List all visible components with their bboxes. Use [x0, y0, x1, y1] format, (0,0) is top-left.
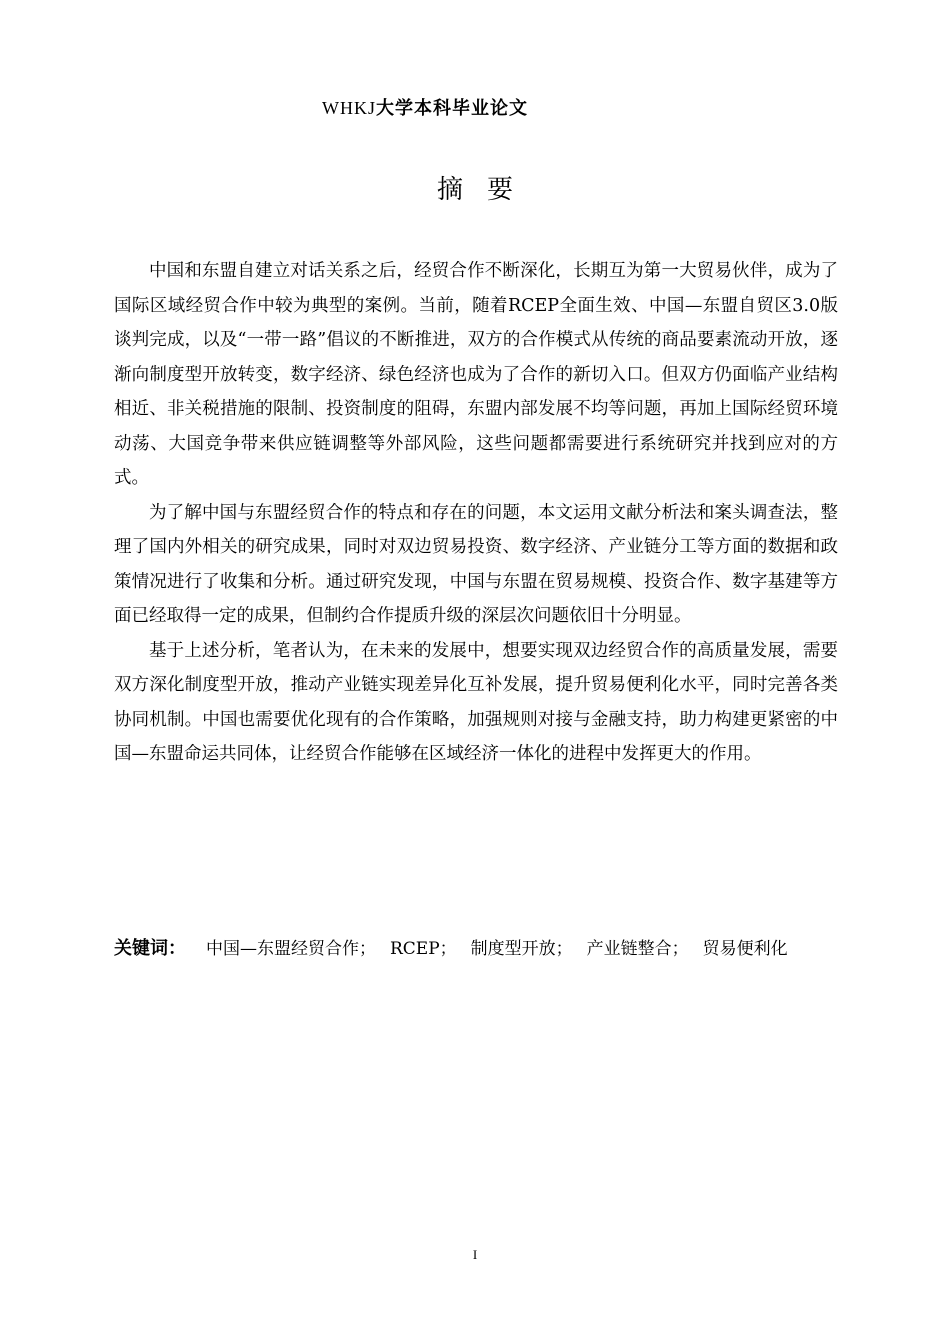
- keyword-item: RCEP；: [390, 939, 457, 959]
- keyword-item: 产业链整合；: [586, 939, 689, 959]
- abstract-paragraph-2: 为了解中国与东盟经贸合作的特点和存在的问题，本文运用文献分析法和案头调查法，整理了国内外相关的研究成果，同时对双边贸易投资、数字经济、产业链分工等方面的数据和政策情况进行了收集和分析。通过研究发现，中国与东盟在贸易规模、投资合作、数字基建等方面已经取得一定的成果，但制约合作提质升级的深层次问题依旧十分明显。: [114, 502, 838, 626]
- abstract-paragraph-3: 基于上述分析，笔者认为，在未来的发展中，想要实现双边经贸合作的高质量发展，需要双方深化制度型开放，推动产业链实现差异化互补发展，提升贸易便利化水平，同时完善各类协同机制。中国也需要优化现有的合作策略，加强规则对接与金融支持，助力构建更紧密的中国—东盟命运共同体，让经贸合作能够在区域经济一体化的进程中发挥更大的作用。: [114, 640, 838, 764]
- page-number: I: [472, 1247, 478, 1262]
- keyword-item: 制度型开放；: [470, 939, 573, 959]
- keyword-item: 中国—东盟经贸合作；: [206, 939, 376, 959]
- keywords-label: 关键词：: [114, 938, 186, 959]
- abstract-title: 摘要: [436, 175, 537, 205]
- page-header: [322, 94, 528, 123]
- keywords-list: [206, 934, 788, 964]
- abstract-paragraph-1: 中国和东盟自建立对话关系之后，经贸合作不断深化，长期互为第一大贸易伙伴，成为了国际区域经贸合作中较为典型的案例。当前，随着RCEP全面生效、中国—东盟自贸区3.0版谈判完成，以及“一带一路”倡议的不断推进，双方的合作模式从传统的商品要素流动开放，逐渐向制度型开放转变，数字经济、绿色经济也成为了合作的新切入口。但双方仍面临产业结构相近、非关税措施的限制、投资制度的阻碍，东盟内部发展不均等问题，再加上国际经贸环境动荡、大国竞争带来供应链调整等外部风险，这些问题都需要进行系统研究并找到应对的方式。: [114, 261, 838, 488]
- header-school-code: WHKJ: [322, 98, 376, 118]
- keywords-line: [114, 934, 838, 964]
- header-title-suffix: 大学本科毕业论文: [376, 98, 528, 119]
- abstract-body: [114, 254, 838, 772]
- keyword-item: 贸易便利化: [702, 939, 788, 959]
